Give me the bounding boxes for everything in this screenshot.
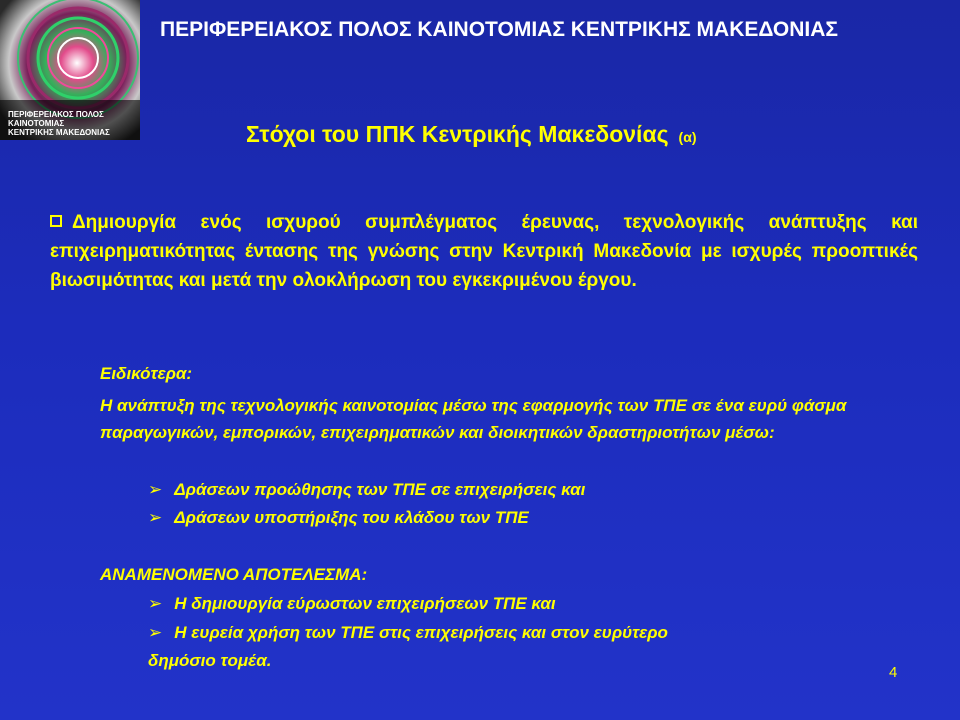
subtitle-text: Στόχοι του ΠΠΚ Κεντρικής Μακεδονίας [246,121,669,147]
arrow-right-icon: ➢ [148,594,163,613]
bullet-text: Δημιουργία ενός ισχυρού συμπλέγματος έρευνας, τεχνολογικής ανάπτυξης και επιχειρηματικότητας έντασης της γνώσης στην Κεντρική Μακεδονία με ισχυρές προοπτικές βιωσιμότητας και μετά την ολοκλήρωση του εγκεκριμένου έργου. [50,212,918,291]
list-item [148,508,529,528]
list-item [148,480,585,500]
logo-line: ΚΕΝΤΡΙΚΗΣ ΜΑΚΕΔΟΝΙΑΣ [8,128,110,137]
subtitle-suffix: (α) [678,129,697,145]
logo-text [8,110,136,137]
logo-line: ΚΑΙΝΟΤΟΜΙΑΣ [8,119,65,128]
hollow-square-icon [50,215,62,227]
arrow-right-icon: ➢ [148,480,163,499]
result-title: ΑΝΑΜΕΝΟΜΕΝΟ ΑΠΟΤΕΛΕΣΜΑ: [100,565,368,584]
header-title: ΠΕΡΙΦΕΡΕΙΑΚΟΣ ΠΟΛΟΣ ΚΑΙΝΟΤΟΜΙΑΣ ΚΕΝΤΡΙΚΗΣ ΜΑΚΕΔΟΝΙΑΣ [160,18,839,41]
arrow-right-icon: ➢ [148,508,163,527]
logo [0,0,140,140]
list-item-text: Δράσεων προώθησης των ΤΠΕ σε επιχειρήσεις και [174,480,586,499]
list-item-continuation: δημόσιο τομέα. [148,651,272,670]
list-item-text: Δράσεων υποστήριξης του κλάδου των ΤΠΕ [174,508,529,527]
list-item-text: Η ευρεία χρήση των ΤΠΕ στις επιχειρήσεις και στον ευρύτερο [174,623,668,642]
arrow-right-icon: ➢ [148,623,163,642]
specifically-label: Ειδικότερα: [100,364,193,383]
list-item-text: Η δημιουργία εύρωστων επιχειρήσεων ΤΠΕ και [174,594,556,613]
specifically-text: Η ανάπτυξη της τεχνολογικής καινοτομίας μέσω της εφαρμογής των ΤΠΕ σε ένα ευρύ φάσμα παραγωγικών, εμπορικών, επιχειρηματικών και διοικητικών δραστηριοτήτων μέσω: [100,396,847,442]
page-number: 4 [889,664,898,681]
list-item [148,594,556,614]
logo-line: ΠΕΡΙΦΕΡΕΙΑΚΟΣ ΠΟΛΟΣ [8,110,104,119]
bullet-paragraph [50,208,918,295]
page-subtitle [246,121,696,148]
list-item [148,623,668,643]
